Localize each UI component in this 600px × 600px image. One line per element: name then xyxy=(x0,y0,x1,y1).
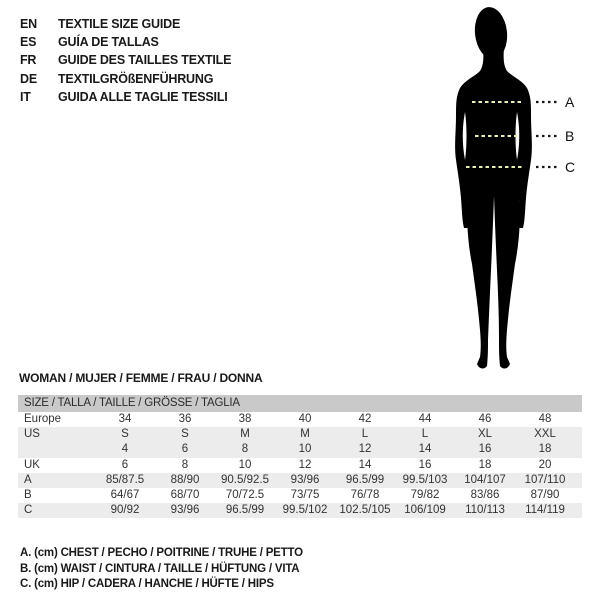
table-row xyxy=(18,503,582,518)
marker-label-a: A xyxy=(565,94,575,110)
lang-label: GUIDA ALLE TAGLIE TESSILI xyxy=(58,89,228,104)
table-cell: 107/110 xyxy=(524,473,566,486)
lang-code: FR xyxy=(20,53,37,68)
table-cell: XXL xyxy=(534,428,556,441)
table-row xyxy=(18,442,582,457)
table-cell: 48 xyxy=(538,413,552,425)
table-cell: 6 xyxy=(181,443,189,456)
table-cell: 83/86 xyxy=(470,488,500,501)
silhouette-body xyxy=(455,48,532,368)
table-cell: 8 xyxy=(181,458,189,471)
section-title: WOMAN / MUJER / FEMME / FRAU / DONNA xyxy=(19,371,263,385)
table-cell: M xyxy=(300,428,310,441)
table-cell: 46 xyxy=(478,413,492,425)
lang-row-en xyxy=(20,15,231,33)
table-cell: 73/75 xyxy=(290,488,320,501)
table-cell: 38 xyxy=(238,413,252,425)
table-cell: 18 xyxy=(478,458,492,471)
legend-waist: B. (cm) WAIST / CINTURA / TAILLE / HÜFTUNG / VITA xyxy=(20,562,300,575)
row-label: US xyxy=(24,428,40,441)
measurement-legend xyxy=(20,546,303,593)
table-row xyxy=(18,412,582,427)
table-cell: 36 xyxy=(178,413,192,425)
table-cell: 8 xyxy=(241,443,249,456)
measurement-figure xyxy=(430,0,600,380)
table-cell: 90.5/92.5 xyxy=(221,473,269,486)
lang-code: ES xyxy=(20,35,37,50)
size-table-body xyxy=(18,412,582,518)
table-cell: 99.5/103 xyxy=(402,473,448,486)
row-label: Europe xyxy=(24,413,62,425)
table-row xyxy=(18,427,582,442)
table-cell: S xyxy=(181,428,189,441)
table-cell: 114/119 xyxy=(525,504,565,517)
lang-label: TEXTILGRÖßENFÜHRUNG xyxy=(58,71,214,86)
table-cell: 40 xyxy=(298,413,312,425)
marker-label-b: B xyxy=(565,128,575,144)
size-table-header: SIZE / TALLA / TAILLE / GRÖSSE / TAGLIA xyxy=(18,395,582,412)
table-row xyxy=(18,458,582,473)
table-cell: XL xyxy=(477,428,493,441)
table-cell: 16 xyxy=(478,443,492,456)
marker-label-c: C xyxy=(565,159,576,175)
table-cell: 64/67 xyxy=(110,488,140,501)
lang-row-es xyxy=(20,33,231,51)
table-cell: 34 xyxy=(118,413,132,425)
table-cell: 12 xyxy=(358,443,372,456)
woman-silhouette-figure xyxy=(430,0,600,380)
legend-chest: A. (cm) CHEST / PECHO / POITRINE / TRUHE / PETTO xyxy=(20,547,303,559)
table-cell: 4 xyxy=(121,443,129,456)
table-cell: 85/87.5 xyxy=(105,473,145,486)
table-cell: 6 xyxy=(121,458,129,471)
table-cell: 106/109 xyxy=(404,504,446,517)
table-cell: 96.5/99 xyxy=(345,473,385,486)
size-table xyxy=(18,395,582,518)
table-cell: 16 xyxy=(418,458,432,471)
table-cell: 14 xyxy=(358,458,372,471)
table-cell: 10 xyxy=(298,443,312,456)
lang-row-fr xyxy=(20,51,231,69)
lang-row-it xyxy=(20,88,231,106)
row-label: B xyxy=(24,488,32,501)
table-cell: 12 xyxy=(298,458,312,471)
table-cell: 68/70 xyxy=(170,488,200,501)
language-list xyxy=(20,15,231,106)
lang-row-de xyxy=(20,70,231,88)
lang-label: GUIDE DES TAILLES TEXTILE xyxy=(58,53,232,68)
table-cell: M xyxy=(240,428,250,441)
table-cell: 70/72.5 xyxy=(225,488,265,501)
table-row xyxy=(18,473,582,488)
table-cell: 96.5/99 xyxy=(225,504,265,517)
table-cell: 18 xyxy=(538,443,552,456)
lang-code: IT xyxy=(20,89,31,104)
lang-code: EN xyxy=(20,17,37,31)
table-cell: 93/96 xyxy=(290,473,320,486)
table-cell: 110/113 xyxy=(465,504,505,517)
lang-label: TEXTILE SIZE GUIDE xyxy=(58,17,181,31)
table-cell: 90/92 xyxy=(110,504,140,517)
table-cell: 76/78 xyxy=(350,488,380,501)
table-cell: 10 xyxy=(238,458,252,471)
table-cell: 88/90 xyxy=(170,473,200,486)
table-cell: 79/82 xyxy=(410,488,440,501)
table-row xyxy=(18,488,582,503)
table-cell: 44 xyxy=(418,413,432,425)
table-cell: 20 xyxy=(538,458,552,471)
table-cell: 99.5/102 xyxy=(282,504,328,517)
table-cell: 42 xyxy=(358,413,372,425)
lang-label: GUÍA DE TALLAS xyxy=(58,35,159,50)
row-label: C xyxy=(24,504,33,517)
row-label: UK xyxy=(24,458,40,471)
row-label: A xyxy=(24,473,32,486)
table-cell: 104/107 xyxy=(464,473,506,486)
table-cell: 14 xyxy=(418,443,432,456)
table-cell: L xyxy=(361,428,369,441)
table-cell: 102.5/105 xyxy=(339,504,391,517)
lang-code: DE xyxy=(20,71,37,86)
row-label xyxy=(18,442,95,457)
table-cell: L xyxy=(421,428,429,441)
table-cell: 93/96 xyxy=(170,504,200,517)
table-cell: 87/90 xyxy=(530,488,560,501)
table-cell: S xyxy=(121,428,129,441)
legend-hip: C. (cm) HIP / CADERA / HANCHE / HÜFTE / HIPS xyxy=(20,578,274,591)
